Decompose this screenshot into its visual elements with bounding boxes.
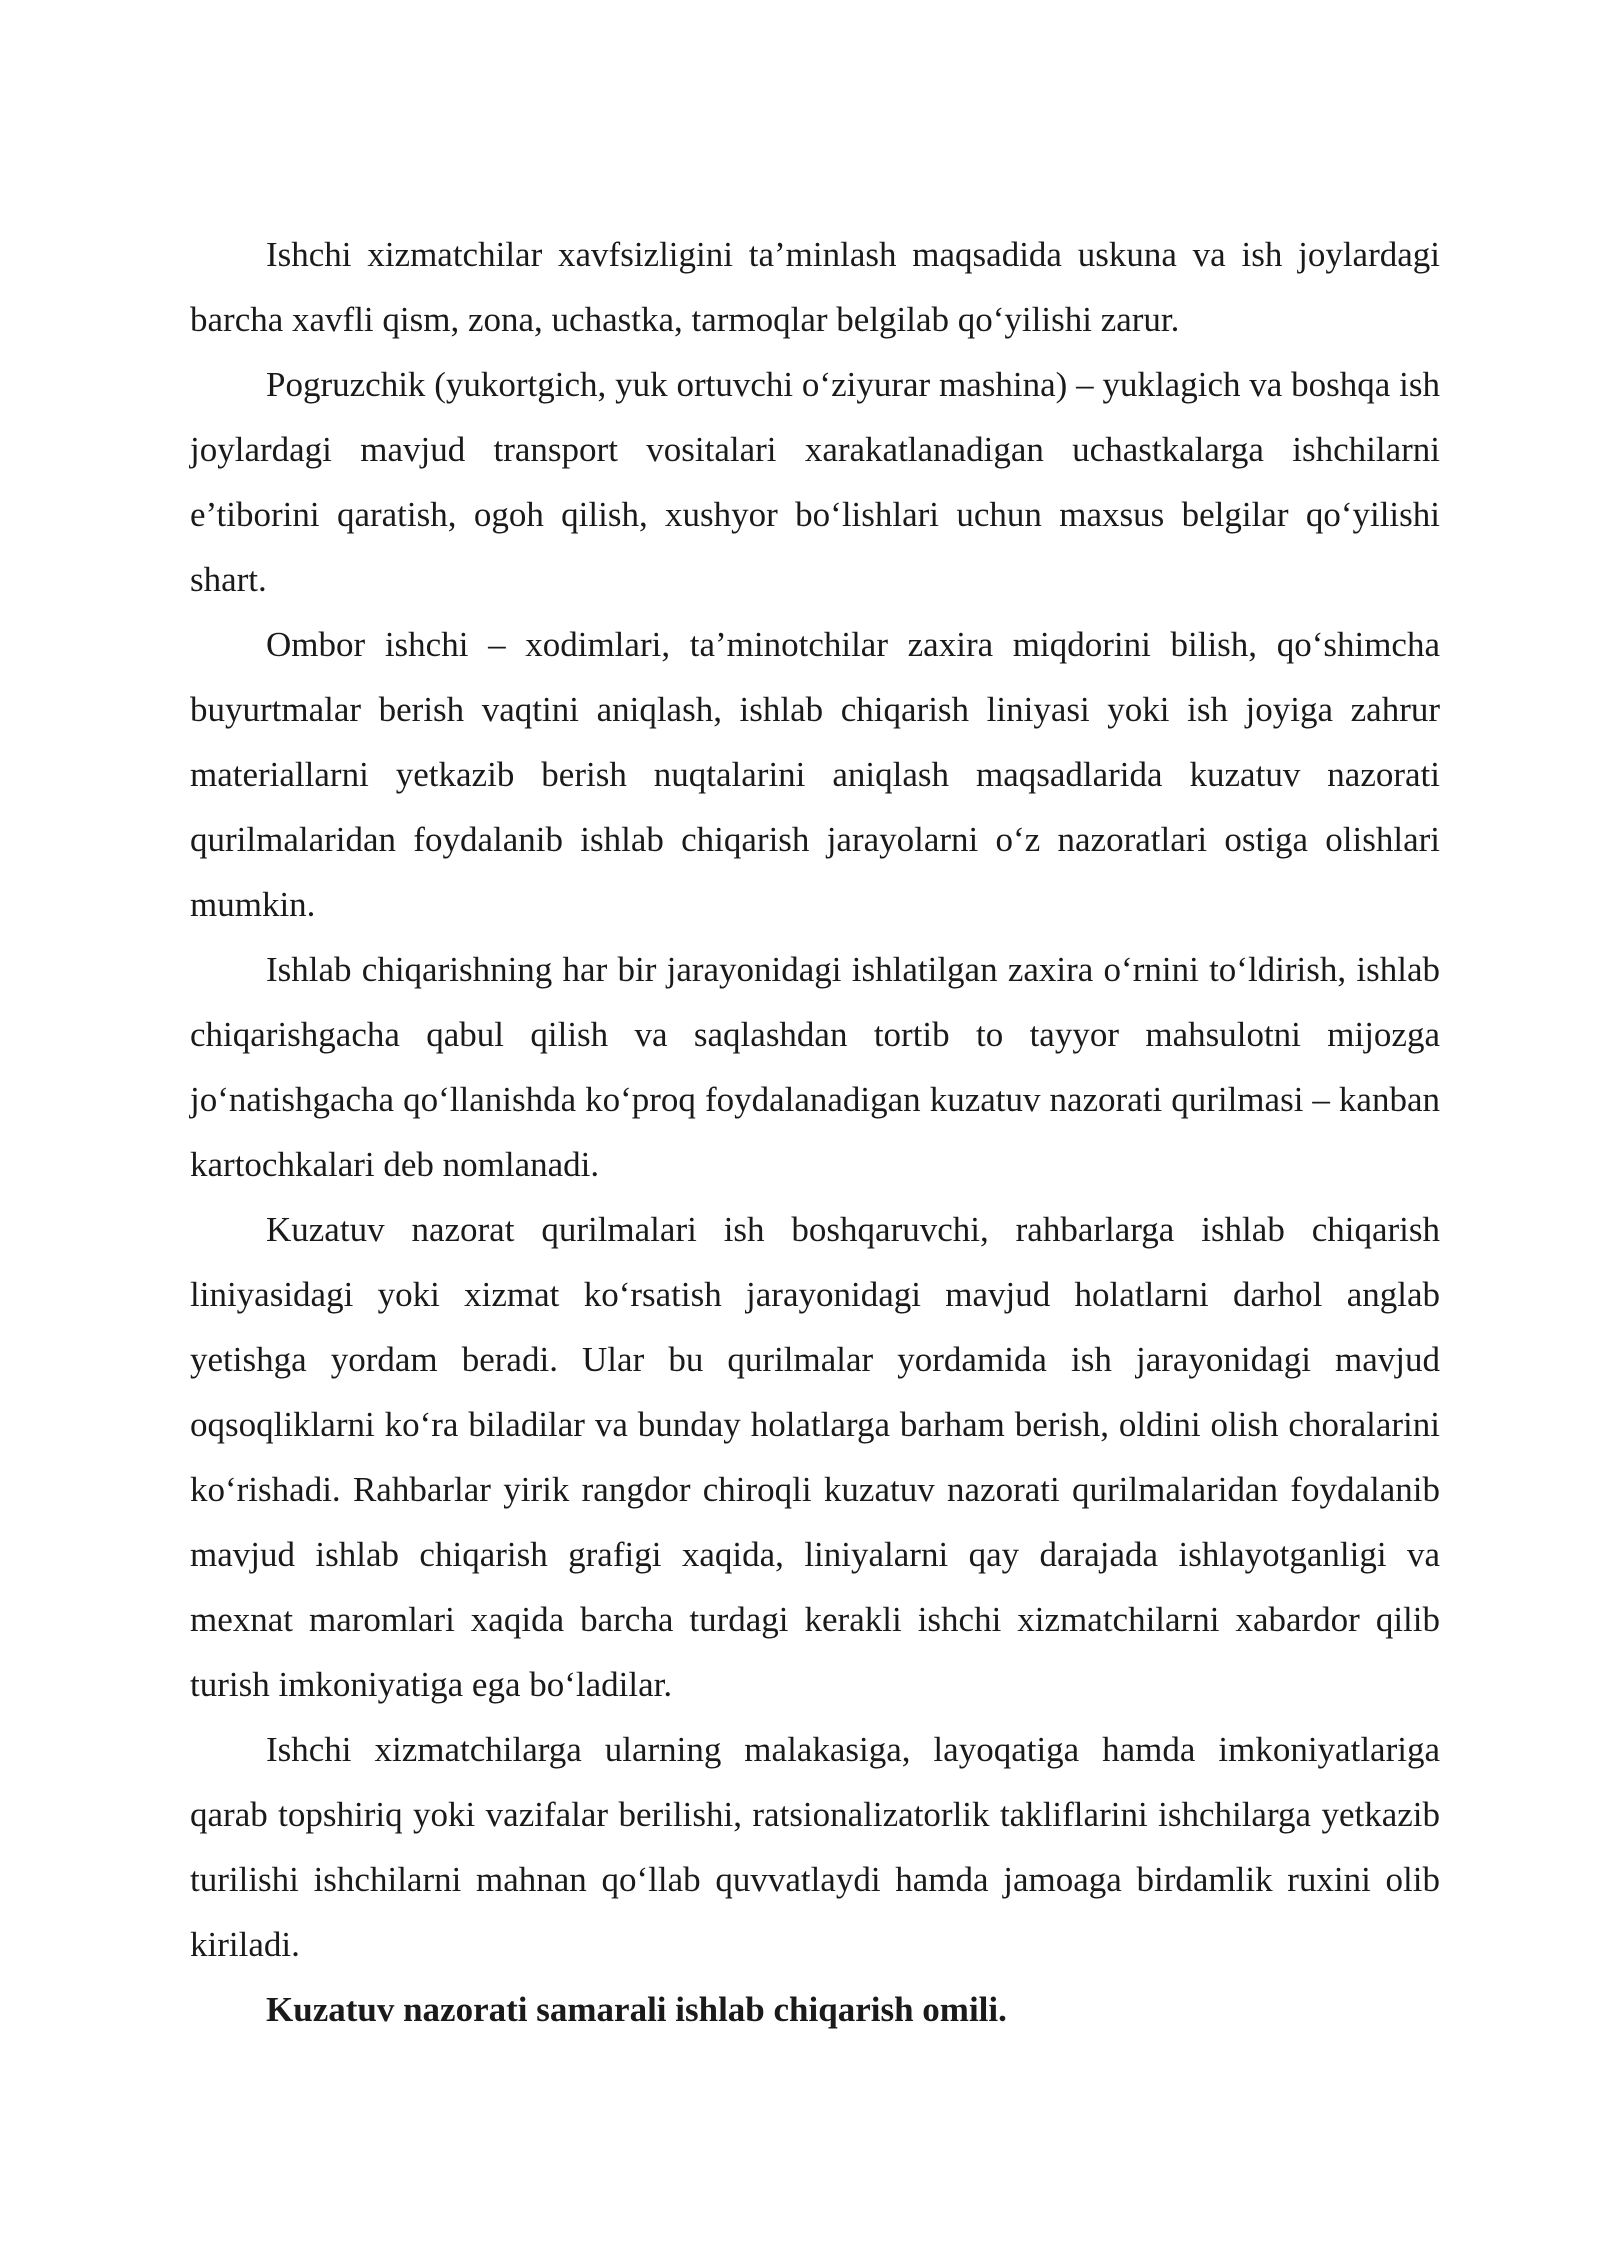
paragraph-6: Ishchi xizmatchilarga ularning malakasiga, layoqatiga hamda imkoniyatlariga qarab topshiriq yoki vazifalar berilishi, ratsionalizatorlik takliflarini ishchilarga yetkazib turilishi ishchilarni mahnan qo‘llab quvvatlaydi hamda jamoaga birdamlik ruxini olib kiriladi. bbox=[190, 1730, 1440, 1964]
paragraph-4: Ishlab chiqarishning har bir jarayonidagi ishlatilgan zaxira o‘rnini to‘ldirish, ishlab chiqarishgacha qabul qilish va saqlashdan tortib to tayyor mahsulotni mijozga jo‘natishgacha qo‘llanishda ko‘proq foydalanadigan kuzatuv nazorati qurilmasi – kanban kartochkalari deb nomlanadi. bbox=[190, 950, 1440, 1184]
paragraph-5: Kuzatuv nazorat qurilmalari ish boshqaruvchi, rahbarlarga ishlab chiqarish liniyasidagi yoki xizmat ko‘rsatish jarayonidagi mavjud holatlarni darhol anglab yetishga yordam beradi. Ular bu qurilmalar yordamida ish jarayonidagi mavjud oqsoqliklarni ko‘ra biladilar va bunday holatlarga barham berish, oldini olish choralarini ko‘rishadi. Rahbarlar yirik rangdor chiroqli kuzatuv nazorati qurilmalaridan foydalanib mavjud ishlab chiqarish grafigi xaqida, liniyalarni qay darajada ishlayotganligi va mexnat maromlari xaqida barcha turdagi kerakli ishchi xizmatchilarni xabardor qilib turish imkoniyatiga ega bo‘ladilar. bbox=[190, 1210, 1440, 1704]
paragraph-2: Pogruzchik (yukortgich, yuk ortuvchi o‘ziyurar mashina) – yuklagich va boshqa ish joylardagi mavjud transport vositalari xarakatlanadigan uchastkalarga ishchilarni e’tiborini qaratish, ogoh qilish, xushyor bo‘lishlari uchun maxsus belgilar qo‘yilishi shart. bbox=[190, 365, 1440, 599]
paragraph-3: Ombor ishchi – xodimlari, ta’minotchilar zaxira miqdorini bilish, qo‘shimcha buyurtmalar berish vaqtini aniqlash, ishlab chiqarish liniyasi yoki ish joyiga zahrur materiallarni yetkazib berish nuqtalarini aniqlash maqsadlarida kuzatuv nazorati qurilmalaridan foydalanib ishlab chiqarish jarayolarni o‘z nazoratlari ostiga olishlari mumkin. bbox=[190, 625, 1440, 924]
document-page bbox=[190, 222, 1440, 2042]
section-heading: Kuzatuv nazorati samarali ishlab chiqarish omili. bbox=[266, 1990, 1007, 2029]
paragraph-1: Ishchi xizmatchilar xavfsizligini ta’minlash maqsadida uskuna va ish joylardagi barcha xavfli qism, zona, uchastka, tarmoqlar belgilab qo‘yilishi zarur. bbox=[190, 235, 1440, 339]
